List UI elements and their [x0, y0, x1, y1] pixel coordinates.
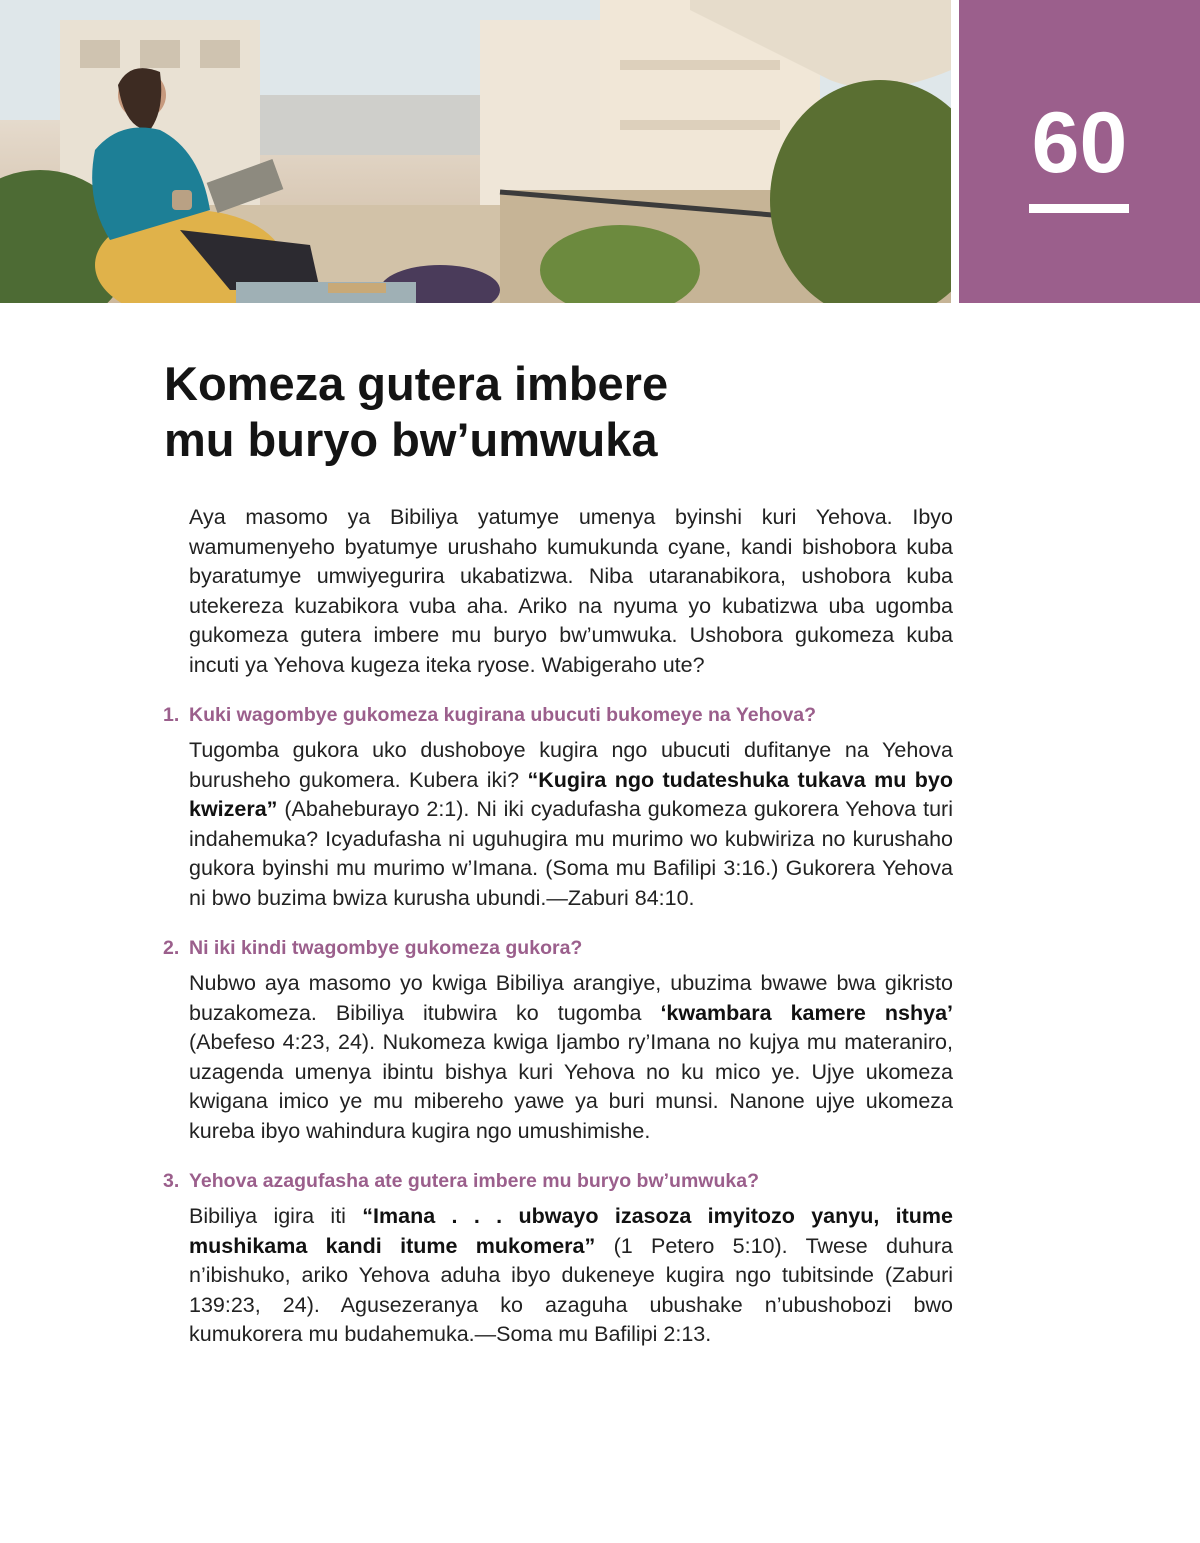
question-1: [163, 702, 953, 728]
answer-3-quote: “Imana . . . ubwayo izasoza imyitozo yanyu, itume mushikama kandi itume mukomera”: [189, 1204, 953, 1258]
title-line-2: mu buryo bw’umwuka: [164, 413, 658, 466]
question-1-text: Kuki wagombye gukomeza kugirana ubucuti bukomeye na Yehova?: [189, 704, 817, 726]
answer-2-text-b: (Abefeso 4:23, 24). Nukomeza kwiga Ijambo ry’Imana no kujya mu materaniro, uzagenda umenya ibintu bishya kuri Yehova no ku mico ye. Ujye ukomeza kwigana imico ye mu mibereho yawe ya buri munsi. Nanone ujye ukomeza kureba ibyo wahindura kugira ngo umushimishe.: [189, 1030, 953, 1143]
answer-2-paragraph: [189, 969, 953, 1146]
answer-3-text-a: Bibiliya igira iti: [189, 1204, 363, 1228]
hero-photo: [0, 0, 951, 303]
lesson-content: [163, 503, 953, 1350]
question-1-number: 1.: [163, 704, 180, 726]
question-3-number: 3.: [163, 1170, 180, 1192]
page-title: [164, 356, 964, 468]
question-2: [163, 935, 953, 961]
question-3-text: Yehova azagufasha ate gutera imbere mu buryo bw’umwuka?: [189, 1170, 759, 1192]
answer-1-quote: “Kugira ngo tudateshuka tukava mu byo kwizera”: [189, 767, 953, 821]
intro-paragraph: Aya masomo ya Bibiliya yatumye umenya byinshi kuri Yehova. Ibyo wamumenyeho byatumye urushaho kumukunda cyane, kandi bishobora kuba byaratumye umwiyegurira ukabatizwa. Niba utaranabikora, ushobora kuba utekereza kuzabikora vuba aha. Ariko na nyuma yo kubatizwa uba ugomba gukomeza gutera imbere mu buryo bw’umwuka. Ushobora gukomeza kuba incuti ya Yehova kugeza iteka ryose. Wabigeraho ute?: [189, 505, 953, 677]
answer-1-text-b: (Abaheburayo 2:1). Ni iki cyadufasha gukomeza gukorera Yehova turi indahemuka? Icyadufasha ni uguhugira mu murimo wo kubwiriza no kurushaho gukora byinshi mu murimo w’Imana. (Soma mu Bafilipi 3:16.) Gukorera Yehova ni bwo buzima bwiza kurusha ubundi.—Zaburi 84:10.: [189, 797, 953, 910]
answer-3-text-b: (1 Petero 5:10). Twese duhura n’ibishuko, ariko Yehova aduha ibyo dukeneye kugira ngo tubitsinde (Zaburi 139:23, 24). Agusezeranya ko azaguha ubushake n’ubushobozi bwo kumukorera mu budahemuka.—Soma mu Bafilipi 2:13.: [189, 1233, 953, 1346]
answer-1-paragraph: [189, 736, 953, 913]
question-2-text: Ni iki kindi twagombye gukomeza gukora?: [189, 937, 583, 959]
question-2-number: 2.: [163, 937, 180, 959]
chapter-number: 60: [1031, 95, 1128, 191]
hero-illustration: [0, 0, 951, 303]
answer-3-paragraph: [189, 1202, 953, 1350]
title-line-1: Komeza gutera imbere: [164, 357, 669, 410]
chapter-underline: [1029, 204, 1129, 213]
answer-1-text-a: Tugomba gukora uko dushoboye kugira ngo ubucuti dufitanye na Yehova burusheho gukomera. Kubera iki?: [189, 738, 953, 792]
chapter-badge: [959, 0, 1200, 303]
question-3: [163, 1168, 953, 1194]
answer-2-text-a: Nubwo aya masomo yo kwiga Bibiliya arangiye, ubuzima bwawe bwa gikristo buzakomeza. Bibiliya itubwira ko tugomba: [189, 971, 953, 1025]
answer-2-quote: ‘kwambara kamere nshya’: [660, 1000, 953, 1025]
